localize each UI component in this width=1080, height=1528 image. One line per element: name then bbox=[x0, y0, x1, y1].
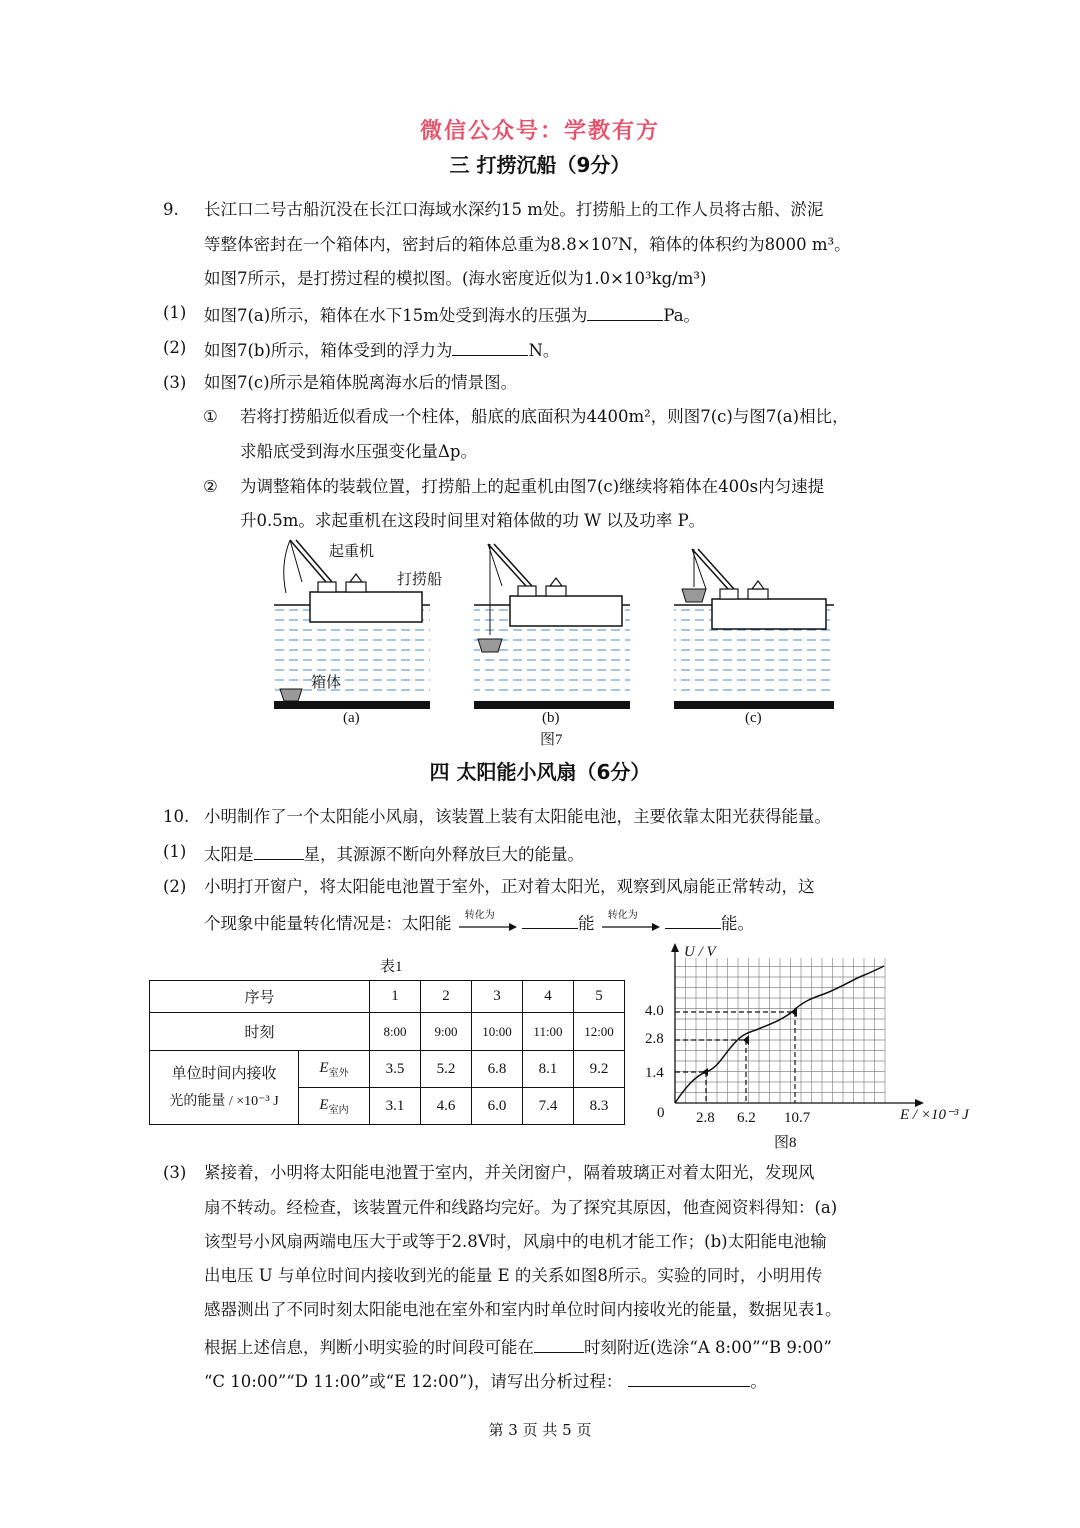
answer-blank[interactable] bbox=[587, 302, 663, 321]
q10-part3-line6-pre: 根据上述信息，判断小明实验的时间段可能在 bbox=[204, 1338, 534, 1357]
table-row bbox=[150, 1051, 625, 1088]
table-cell: 10:00 bbox=[472, 1013, 523, 1051]
table-1 bbox=[149, 980, 625, 1125]
table-cell: 12:00 bbox=[574, 1013, 625, 1051]
table-cell: 3.1 bbox=[370, 1088, 421, 1125]
section4-title: 四 太阳能小风扇（6分） bbox=[429, 760, 651, 784]
y-axis-label bbox=[684, 944, 716, 961]
q10-part3-line1: 紧接着，小明将太阳能电池置于室内，并关闭窗户，隔着玻璃正对着太阳光，发现风 bbox=[204, 1163, 815, 1182]
q10-part1-post: 星，其源源不断向外释放巨大的能量。 bbox=[303, 845, 584, 864]
q9-line2: 等整体密封在一个箱体内，密封后的箱体总重为8.8×10⁷N，箱体的体积约为8000 m³。 bbox=[204, 235, 851, 254]
answer-blank[interactable] bbox=[452, 337, 528, 356]
convert-arrow-1 bbox=[457, 909, 517, 935]
q9-sub1-line2: 求船底受到海水压强变化量Δp。 bbox=[240, 442, 477, 461]
q9-part1-unit: Pa。 bbox=[663, 306, 701, 325]
q10-part3-line3: 该型号小风扇两端电压大于或等于2.8V时，风扇中的电机才能工作；(b)太阳能电池输 bbox=[204, 1232, 827, 1251]
table-cell: 9.2 bbox=[574, 1051, 625, 1088]
q9-sub1-number: ① bbox=[203, 407, 218, 426]
q10-part3-line7-pre: “C 10:00”“D 11:00”或“E 12:00”)，请写出分析过程： bbox=[204, 1372, 623, 1391]
figure-7a-scene bbox=[274, 540, 430, 709]
figure-7a-label: (a) bbox=[343, 710, 360, 726]
q9-part2-number: (2) bbox=[163, 338, 187, 357]
outdoor-sub: 室外 bbox=[328, 1067, 349, 1079]
figure-7c-label: (c) bbox=[745, 710, 762, 726]
q10-intro: 小明制作了一个太阳能小风扇，该装置上装有太阳能电池，主要依靠太阳光获得能量。 bbox=[204, 807, 831, 826]
answer-blank[interactable] bbox=[665, 910, 721, 929]
arrow-right-icon bbox=[600, 923, 660, 931]
table-header-outdoor bbox=[299, 1051, 370, 1088]
q9-part3-number: (3) bbox=[163, 373, 187, 392]
page-footer: 第 3 页 共 5 页 bbox=[488, 1421, 592, 1439]
q10-part1 bbox=[204, 841, 584, 866]
q10-energy-2: 能。 bbox=[721, 914, 754, 933]
x-tick-label: 6.2 bbox=[737, 1110, 756, 1126]
table-row bbox=[150, 981, 625, 1013]
table-header-indoor bbox=[299, 1088, 370, 1125]
q9-part1 bbox=[204, 302, 700, 327]
table-cell: 3 bbox=[472, 981, 523, 1013]
y-tick-label: 2.8 bbox=[645, 1031, 664, 1047]
q10-part2-number: (2) bbox=[163, 877, 187, 896]
table-cell: 5 bbox=[574, 981, 625, 1013]
q10-part2-pre: 个现象中能量转化情况是：太阳能 bbox=[204, 914, 452, 933]
q10-part3-line2: 扇不转动。经检查，该装置元件和线路均完好。为了探究其原因，他查阅资料得知：(a) bbox=[204, 1198, 838, 1217]
table-cell: 5.2 bbox=[421, 1051, 472, 1088]
table-cell: 4.6 bbox=[421, 1088, 472, 1125]
y-axis-label-text: U / V bbox=[684, 944, 716, 960]
q9-part2-text: 如图7(b)所示，箱体受到的浮力为 bbox=[204, 341, 453, 360]
q9-sub2-line2: 升0.5m。求起重机在这段时间里对箱体做的功 W 以及功率 P。 bbox=[240, 511, 706, 530]
arrow-label: 转化为 bbox=[607, 909, 638, 921]
q10-part3-line6-post: 时刻附近(选涂“A 8:00”“B 9:00” bbox=[584, 1338, 832, 1357]
q10-part3-number: (3) bbox=[163, 1163, 187, 1182]
q10-part3-line7 bbox=[204, 1368, 767, 1393]
table-cell: 9:00 bbox=[421, 1013, 472, 1051]
table-header-time: 时刻 bbox=[150, 1013, 370, 1051]
q9-line3: 如图7所示，是打捞过程的模拟图。(海水密度近似为1.0×10³kg/m³) bbox=[204, 269, 707, 288]
table-cell: 4 bbox=[523, 981, 574, 1013]
q9-part1-number: (1) bbox=[163, 303, 187, 322]
q9-part3: 如图7(c)所示是箱体脱离海水后的情景图。 bbox=[204, 373, 518, 392]
convert-arrow-2 bbox=[600, 909, 660, 935]
table1-caption: 表1 bbox=[380, 959, 403, 975]
q10-energy-1: 能 bbox=[578, 914, 595, 933]
e-symbol: E bbox=[319, 1096, 329, 1113]
answer-blank[interactable] bbox=[628, 1368, 750, 1387]
q10-part3-line6 bbox=[204, 1334, 832, 1359]
figure-7c-scene bbox=[674, 549, 834, 709]
figure-8-caption: 图8 bbox=[774, 1135, 797, 1151]
e-symbol: E bbox=[319, 1059, 329, 1076]
arrow-right-icon bbox=[457, 923, 517, 931]
figure-7b-scene bbox=[474, 544, 630, 709]
x-axis-label: E / ×10⁻³ J bbox=[900, 1107, 969, 1123]
q10-part1-pre: 太阳是 bbox=[204, 845, 254, 864]
table-cell: 1 bbox=[370, 981, 421, 1013]
q10-number: 10. bbox=[163, 807, 190, 826]
y-tick-label: 1.4 bbox=[645, 1065, 664, 1081]
indoor-sub: 室内 bbox=[328, 1104, 349, 1116]
x-tick-label: 2.8 bbox=[696, 1110, 715, 1126]
table-cell: 7.4 bbox=[523, 1088, 574, 1125]
table-row bbox=[150, 1013, 625, 1051]
table-cell: 6.8 bbox=[472, 1051, 523, 1088]
q10-part1-number: (1) bbox=[163, 842, 187, 861]
label-box: 箱体 bbox=[311, 673, 342, 691]
q9-part2-unit: N。 bbox=[528, 341, 560, 360]
guide-lines bbox=[675, 1012, 795, 1103]
answer-blank[interactable] bbox=[254, 841, 304, 860]
table-header-energy bbox=[150, 1051, 299, 1125]
table-cell: 8.1 bbox=[523, 1051, 574, 1088]
table-header-seq: 序号 bbox=[150, 981, 370, 1013]
q9-sub1-line1: 若将打捞船近似看成一个柱体，船底的底面积为4400m²，则图7(c)与图7(a)相比， bbox=[240, 407, 849, 426]
q9-sub2-line1: 为调整箱体的装载位置，打捞船上的起重机由图7(c)继续将箱体在400s内匀速提 bbox=[240, 477, 825, 496]
table-cell: 2 bbox=[421, 981, 472, 1013]
table-cell: 11:00 bbox=[523, 1013, 574, 1051]
figure-7-caption: 图7 bbox=[540, 732, 563, 748]
q10-part2-line2 bbox=[204, 910, 754, 935]
label-ship: 打捞船 bbox=[397, 570, 443, 588]
q9-part1-text: 如图7(a)所示，箱体在水下15m处受到海水的压强为 bbox=[204, 306, 588, 325]
table-cell: 8:00 bbox=[370, 1013, 421, 1051]
q9-part2 bbox=[204, 337, 559, 362]
table-cell: 8.3 bbox=[574, 1088, 625, 1125]
x-tick-label: 10.7 bbox=[784, 1110, 811, 1126]
answer-blank[interactable] bbox=[522, 910, 578, 929]
q10-part3-line4: 出电压 U 与单位时间内接收到光的能量 E 的关系如图8所示。实验的同时，小明用传 bbox=[204, 1266, 823, 1285]
table-cell: 3.5 bbox=[370, 1051, 421, 1088]
origin-label: 0 bbox=[657, 1105, 665, 1121]
q9-line1: 长江口二号古船沉没在长江口海域水深约15 m处。打捞船上的工作人员将古船、淤泥 bbox=[204, 200, 824, 219]
q10-part3-line5: 感器测出了不同时刻太阳能电池在室外和室内时单位时间内接收光的能量，数据见表1。 bbox=[204, 1300, 842, 1319]
y-tick-label: 4.0 bbox=[645, 1003, 664, 1019]
figure-7b-label: (b) bbox=[542, 710, 560, 726]
energy-label-line2: 光的能量 / ×10⁻³ J bbox=[169, 1093, 279, 1109]
arrow-label: 转化为 bbox=[464, 909, 495, 921]
table-cell: 6.0 bbox=[472, 1088, 523, 1125]
section3-title: 三 打捞沉船（9分） bbox=[449, 153, 631, 177]
answer-blank[interactable] bbox=[534, 1334, 584, 1353]
q9-sub2-number: ② bbox=[203, 477, 218, 496]
energy-label-line1: 单位时间内接收 bbox=[171, 1065, 277, 1082]
q10-part2-line1: 小明打开窗户，将太阳能电池置于室外，正对着太阳光，观察到风扇能正常转动，这 bbox=[204, 877, 815, 896]
y-axis-arrow-icon bbox=[671, 943, 679, 952]
watermark: 微信公众号：学教有方 bbox=[419, 119, 660, 144]
label-crane: 起重机 bbox=[329, 542, 375, 560]
q9-number: 9. bbox=[163, 200, 179, 219]
q10-part3-line7-post: 。 bbox=[750, 1372, 767, 1391]
